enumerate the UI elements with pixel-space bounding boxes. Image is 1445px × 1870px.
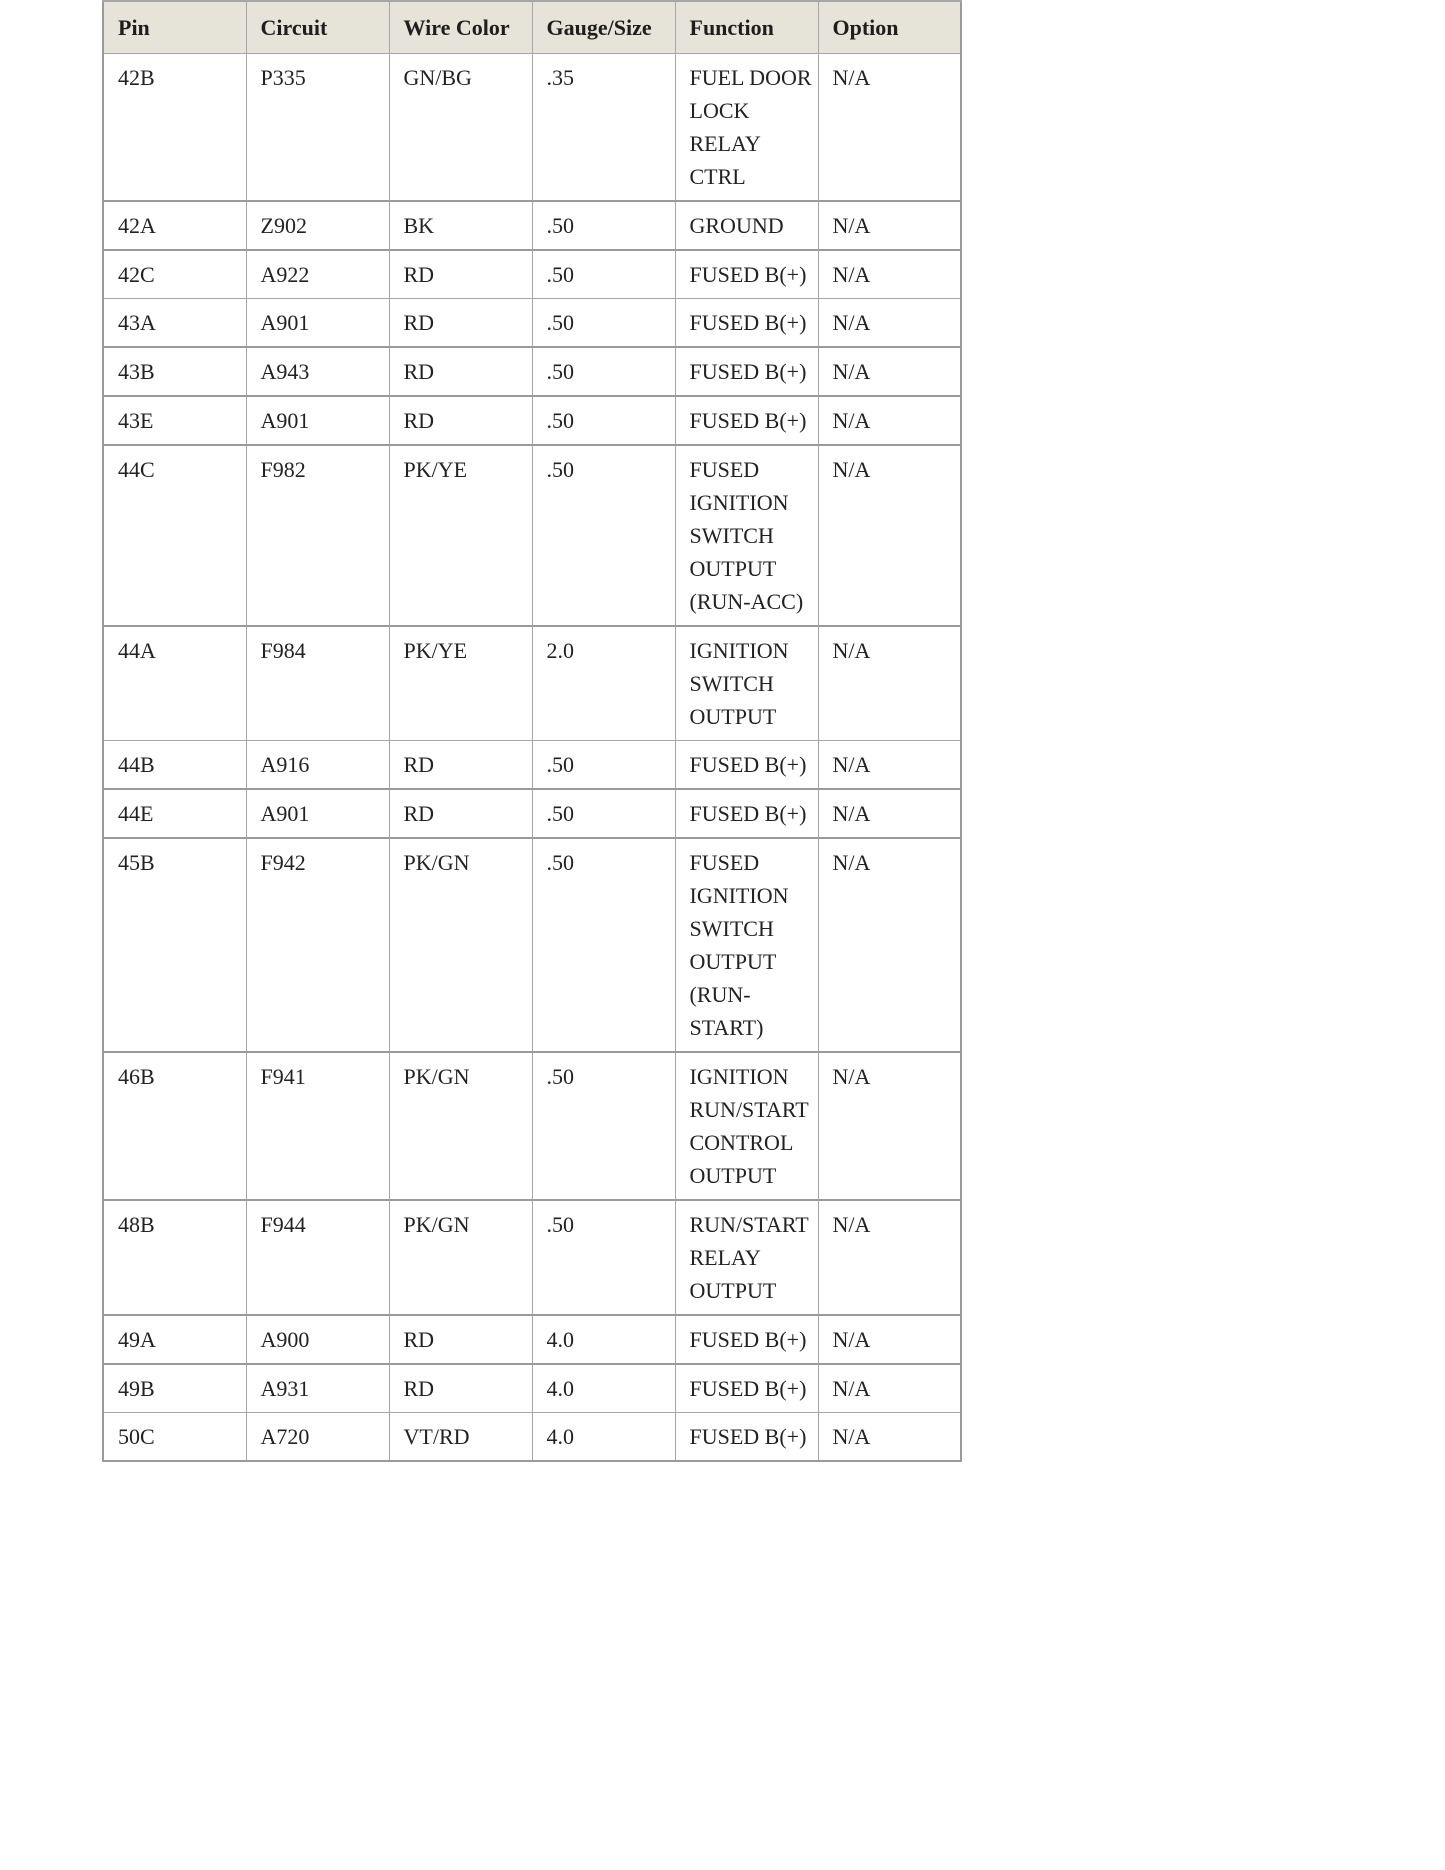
table-row: [103, 838, 961, 1052]
connector-pinout-table: [102, 0, 962, 1462]
cell-pin: 44C: [103, 445, 246, 626]
cell-function: FUSED B(+): [675, 1413, 818, 1462]
cell-wire-color: PK/GN: [389, 1052, 532, 1200]
cell-pin: 42A: [103, 201, 246, 250]
cell-circuit: F944: [246, 1200, 389, 1315]
cell-option: N/A: [818, 626, 961, 741]
cell-circuit: P335: [246, 54, 389, 202]
table-header: [103, 1, 961, 54]
cell-function: FUSED B(+): [675, 1315, 818, 1364]
cell-wire-color: VT/RD: [389, 1413, 532, 1462]
cell-gauge-size: .35: [532, 54, 675, 202]
cell-pin: 46B: [103, 1052, 246, 1200]
cell-pin: 43E: [103, 396, 246, 445]
cell-gauge-size: 4.0: [532, 1315, 675, 1364]
table-row: [103, 1364, 961, 1413]
header-row: [103, 1, 961, 54]
cell-pin: 44A: [103, 626, 246, 741]
cell-gauge-size: .50: [532, 741, 675, 790]
table-row: [103, 1413, 961, 1462]
cell-gauge-size: .50: [532, 201, 675, 250]
cell-option: N/A: [818, 54, 961, 202]
cell-circuit: Z902: [246, 201, 389, 250]
cell-pin: 42B: [103, 54, 246, 202]
cell-wire-color: RD: [389, 396, 532, 445]
cell-gauge-size: .50: [532, 299, 675, 348]
cell-circuit: A901: [246, 789, 389, 838]
cell-pin: 44E: [103, 789, 246, 838]
cell-option: N/A: [818, 1413, 961, 1462]
cell-option: N/A: [818, 741, 961, 790]
table-row: [103, 789, 961, 838]
cell-circuit: A901: [246, 299, 389, 348]
cell-pin: 49A: [103, 1315, 246, 1364]
cell-function: FUSED IGNITION SWITCH OUTPUT (RUN-START): [675, 838, 818, 1052]
header-option: Option: [818, 1, 961, 54]
cell-function: FUSED B(+): [675, 299, 818, 348]
cell-circuit: F982: [246, 445, 389, 626]
table-row: [103, 250, 961, 299]
table-row: [103, 1200, 961, 1315]
cell-option: N/A: [818, 1315, 961, 1364]
cell-wire-color: PK/GN: [389, 838, 532, 1052]
cell-wire-color: RD: [389, 1315, 532, 1364]
cell-function: FUSED B(+): [675, 347, 818, 396]
header-circuit: Circuit: [246, 1, 389, 54]
table-row: [103, 1052, 961, 1200]
cell-function: FUSED B(+): [675, 250, 818, 299]
cell-pin: 49B: [103, 1364, 246, 1413]
header-pin: Pin: [103, 1, 246, 54]
cell-circuit: A943: [246, 347, 389, 396]
connector-pinout-table-container: [102, 0, 962, 1462]
table-row: [103, 299, 961, 348]
cell-circuit: A931: [246, 1364, 389, 1413]
cell-pin: 43A: [103, 299, 246, 348]
cell-gauge-size: .50: [532, 789, 675, 838]
cell-circuit: F941: [246, 1052, 389, 1200]
cell-option: N/A: [818, 347, 961, 396]
cell-option: N/A: [818, 1364, 961, 1413]
table-row: [103, 626, 961, 741]
table-row: [103, 1315, 961, 1364]
cell-function: FUSED B(+): [675, 741, 818, 790]
cell-function: RUN/START RELAY OUTPUT: [675, 1200, 818, 1315]
cell-wire-color: PK/YE: [389, 445, 532, 626]
cell-wire-color: PK/GN: [389, 1200, 532, 1315]
cell-option: N/A: [818, 1052, 961, 1200]
cell-function: FUSED IGNITION SWITCH OUTPUT (RUN-ACC): [675, 445, 818, 626]
cell-option: N/A: [818, 299, 961, 348]
cell-wire-color: RD: [389, 1364, 532, 1413]
table-row: [103, 347, 961, 396]
cell-option: N/A: [818, 250, 961, 299]
table-row: [103, 741, 961, 790]
cell-option: N/A: [818, 838, 961, 1052]
header-function: Function: [675, 1, 818, 54]
cell-gauge-size: 4.0: [532, 1413, 675, 1462]
cell-gauge-size: .50: [532, 838, 675, 1052]
cell-function: FUSED B(+): [675, 789, 818, 838]
cell-wire-color: GN/BG: [389, 54, 532, 202]
cell-gauge-size: .50: [532, 250, 675, 299]
cell-circuit: A901: [246, 396, 389, 445]
cell-wire-color: RD: [389, 299, 532, 348]
cell-circuit: A900: [246, 1315, 389, 1364]
cell-function: GROUND: [675, 201, 818, 250]
table-row: [103, 54, 961, 202]
cell-pin: 44B: [103, 741, 246, 790]
cell-wire-color: RD: [389, 250, 532, 299]
cell-option: N/A: [818, 445, 961, 626]
cell-gauge-size: 4.0: [532, 1364, 675, 1413]
cell-gauge-size: .50: [532, 347, 675, 396]
cell-pin: 48B: [103, 1200, 246, 1315]
cell-option: N/A: [818, 789, 961, 838]
cell-pin: 43B: [103, 347, 246, 396]
cell-wire-color: BK: [389, 201, 532, 250]
cell-gauge-size: .50: [532, 1200, 675, 1315]
cell-wire-color: RD: [389, 789, 532, 838]
cell-circuit: A720: [246, 1413, 389, 1462]
cell-wire-color: PK/YE: [389, 626, 532, 741]
cell-pin: 50C: [103, 1413, 246, 1462]
cell-option: N/A: [818, 396, 961, 445]
cell-function: IGNITION RUN/START CONTROL OUTPUT: [675, 1052, 818, 1200]
cell-gauge-size: .50: [532, 445, 675, 626]
cell-pin: 42C: [103, 250, 246, 299]
table-row: [103, 445, 961, 626]
cell-circuit: A916: [246, 741, 389, 790]
cell-circuit: F984: [246, 626, 389, 741]
cell-circuit: F942: [246, 838, 389, 1052]
cell-function: FUSED B(+): [675, 396, 818, 445]
header-wire-color: Wire Color: [389, 1, 532, 54]
cell-gauge-size: .50: [532, 1052, 675, 1200]
cell-option: N/A: [818, 1200, 961, 1315]
cell-option: N/A: [818, 201, 961, 250]
cell-circuit: A922: [246, 250, 389, 299]
table-row: [103, 201, 961, 250]
cell-pin: 45B: [103, 838, 246, 1052]
table-body: [103, 54, 961, 1462]
header-gauge-size: Gauge/Size: [532, 1, 675, 54]
cell-function: IGNITION SWITCH OUTPUT: [675, 626, 818, 741]
table-row: [103, 396, 961, 445]
cell-gauge-size: .50: [532, 396, 675, 445]
cell-wire-color: RD: [389, 741, 532, 790]
cell-function: FUEL DOOR LOCK RELAY CTRL: [675, 54, 818, 202]
cell-gauge-size: 2.0: [532, 626, 675, 741]
cell-wire-color: RD: [389, 347, 532, 396]
cell-function: FUSED B(+): [675, 1364, 818, 1413]
